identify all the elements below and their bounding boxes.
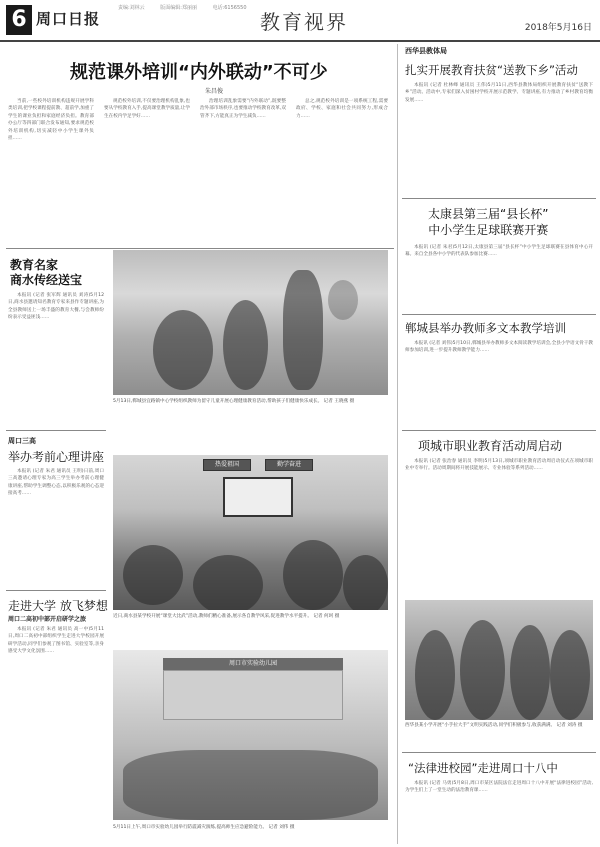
story-title: 扎实开展教育扶贫“送教下乡”活动 — [405, 63, 578, 77]
story-title: 教育名家 商水传经送宝 — [10, 258, 83, 287]
story-rule — [402, 430, 596, 431]
header-meta-item: 责编:刘林云 — [118, 5, 145, 11]
lead-headline: 规范课外培训“内外联动”不可少 — [70, 62, 328, 83]
column-divider — [397, 44, 398, 844]
student-figure — [343, 555, 388, 610]
story-rule — [402, 752, 596, 753]
photo-students-activity — [405, 600, 593, 720]
student-figure — [550, 630, 590, 720]
lead-col2-text: 规范校外培训,不仅要治理机构乱象,也要从学校教育入手,提高课堂教学质量,让学生在校内学足学好…… — [104, 99, 190, 119]
person-figure — [153, 310, 213, 390]
photo-teacher-students — [113, 250, 388, 395]
photo-caption: 西华县某小学开展“小手拉大手”文明实践活动,同学们积极参与,收获满满。 记者 刘涛 摄 — [405, 723, 583, 728]
story-title: 项城市职业教育活动周启动 — [418, 439, 563, 453]
story-title: 郸城县举办教师多文本教学培训 — [405, 321, 566, 335]
header-rule — [0, 40, 600, 42]
story-body-text: 本报讯 (记者 朱君 通讯员 高一中)5月11日,周口二高初中部组织学生走进大学校园开展研学活动,同学们参观了图书馆、实验室等,亲身感受大学文化氛围…… — [8, 627, 104, 655]
story-body — [405, 82, 593, 192]
story-title: 走进大学 放飞梦想 — [8, 599, 108, 613]
classroom-sign: 热爱祖国 — [203, 459, 251, 471]
photo-caption: 5月13日,郸城县宜路镇中心学校组织教师为留守儿童开展心理健康教育活动,帮助孩子们健康快乐成长。 记者 王晓燕 摄 — [113, 399, 355, 404]
story-subtitle: 周口二高初中部开启研学之旅 — [8, 616, 87, 623]
story-rule — [402, 198, 596, 199]
lead-byline: 朱昌俊 — [205, 88, 224, 95]
student-figure — [460, 620, 505, 720]
student-figure — [415, 630, 455, 720]
story-rule — [6, 430, 106, 431]
paper-logo: 周口日报 — [36, 10, 101, 28]
story-body-text: 本报讯 (记者 刘伟)5月10日,郸城县举办教师多文本阅读教学培训会,全县小学语文骨干教师参加培训,进一步提升教师教学能力…… — [405, 341, 593, 354]
section-title: 教育视界 — [260, 10, 348, 34]
lead-col3 — [200, 98, 286, 246]
lead-col3-text: 治理培训乱象需要“内外联动”,既要整治外部市场秩序,也要推动学校教育改革,双管齐下,方能真正为学生减负…… — [200, 99, 286, 119]
photo-classroom — [113, 455, 388, 610]
person-figure — [223, 300, 268, 390]
photo-caption: 近日,商水县某学校开展“课堂大比武”活动,教师们精心准备,展示各自教学风采,促进教学水平提升。 记者 何珂 摄 — [113, 614, 340, 619]
issue-date: 2018年5月16日 — [524, 23, 592, 33]
story-rule — [402, 314, 596, 315]
story-body-text: 本报讯 (记者 朱君)5月12日,太康县第三届“县长杯”中小学生足球联赛在县体育中心开幕。来自全县各中小学的代表队参加比赛…… — [405, 245, 593, 258]
classroom-sign: 勤学奋进 — [265, 459, 313, 471]
header-meta-item: 电话:6156550 — [212, 5, 247, 11]
story-body-text: 本报讯 (记者 张军辉 通讯员 刘涛)5月12日,商水县邀请知名教育专家来县作专题讲座,为全县教师送上一场丰盛的教育大餐,与会教师纷纷表示受益匪浅…… — [8, 293, 104, 321]
student-figure — [283, 540, 343, 610]
student-figure — [510, 625, 550, 720]
story-body-text: 本报讯 (记者 马勇)5月8日,周口市某区法院法官走进周口十八中开展“法律进校园”活动,为学生们上了一堂生动的法治教育课…… — [405, 781, 593, 794]
story-body-text: 本报讯 (记者 朱君 通讯员 王明)日前,周口三高邀请心理专家为高三学生举办考前心理健康讲座,帮助学生调整心态,以积极乐观的心态迎接高考…… — [8, 469, 104, 497]
story-title: 举办考前心理讲座 — [8, 450, 105, 464]
story-body — [8, 626, 104, 841]
photo-kindergarten-drill — [113, 650, 388, 820]
page-number: 6 — [6, 5, 32, 35]
story-title: 太康县第三届“县长杯” 中小学生足球联赛开赛 — [428, 207, 549, 237]
story-kicker: 周口三高 — [8, 437, 36, 445]
building-banner: 周口市实验幼儿园 — [163, 658, 343, 670]
story-body — [405, 780, 593, 842]
story-body — [405, 244, 593, 310]
story-title: “法律进校园”走进周口十八中 — [408, 761, 558, 775]
student-figure — [123, 545, 183, 605]
person-figure — [283, 270, 323, 390]
story-body — [8, 292, 104, 422]
story-kicker: 西华县教体局 — [405, 47, 447, 55]
story-rule — [6, 590, 106, 591]
section-rule — [6, 248, 394, 249]
story-body-text: 本报讯 (记者 杜林峰 通讯员 王伟)5月11日,西华县教体局组织开展教育扶贫“送教下乡”活动。活动中,专家们深入贫困村学校开展示范教学、专题讲座,有力推动了乡村教育均衡发展…… — [405, 83, 593, 103]
lead-col2 — [104, 98, 190, 246]
lead-col4 — [296, 98, 388, 246]
story-body — [405, 340, 593, 426]
page-header — [0, 0, 600, 40]
story-body — [405, 458, 593, 596]
lead-col1-text: 当前,一些校外培训机构违规开展学科类培训,把学校课程提前教、超前学,加重了学生的课业负担和家庭经济负担。教育部办公厅等四部门联合发布通知,要求规范校外培训机构,切实减轻中小学生课外负担…… — [8, 99, 94, 142]
story-body — [8, 468, 104, 583]
photo-caption: 5月11日上午,周口市实验幼儿园举行防震减灾演练,提高师生应急避险能力。 记者 刘伟 摄 — [113, 825, 295, 830]
children-group — [123, 750, 378, 820]
story-body-text: 本报讯 (记者 张治春 通讯员 李明)5月13日,项城市职业教育活动周启动仪式在项城市职业中专举行。活动周期间将开展技能展示、专业体验等系列活动…… — [405, 459, 593, 472]
lead-col4-text: 总之,规范校外培训是一项系统工程,需要政府、学校、家庭和社会共同努力,形成合力…… — [296, 99, 388, 119]
student-figure — [193, 555, 263, 610]
lead-col1 — [8, 98, 94, 246]
school-building — [163, 670, 343, 720]
person-figure — [328, 280, 358, 320]
classroom-screen — [223, 477, 293, 517]
header-meta-item: 版面编辑:郑丽丽 — [160, 5, 197, 11]
